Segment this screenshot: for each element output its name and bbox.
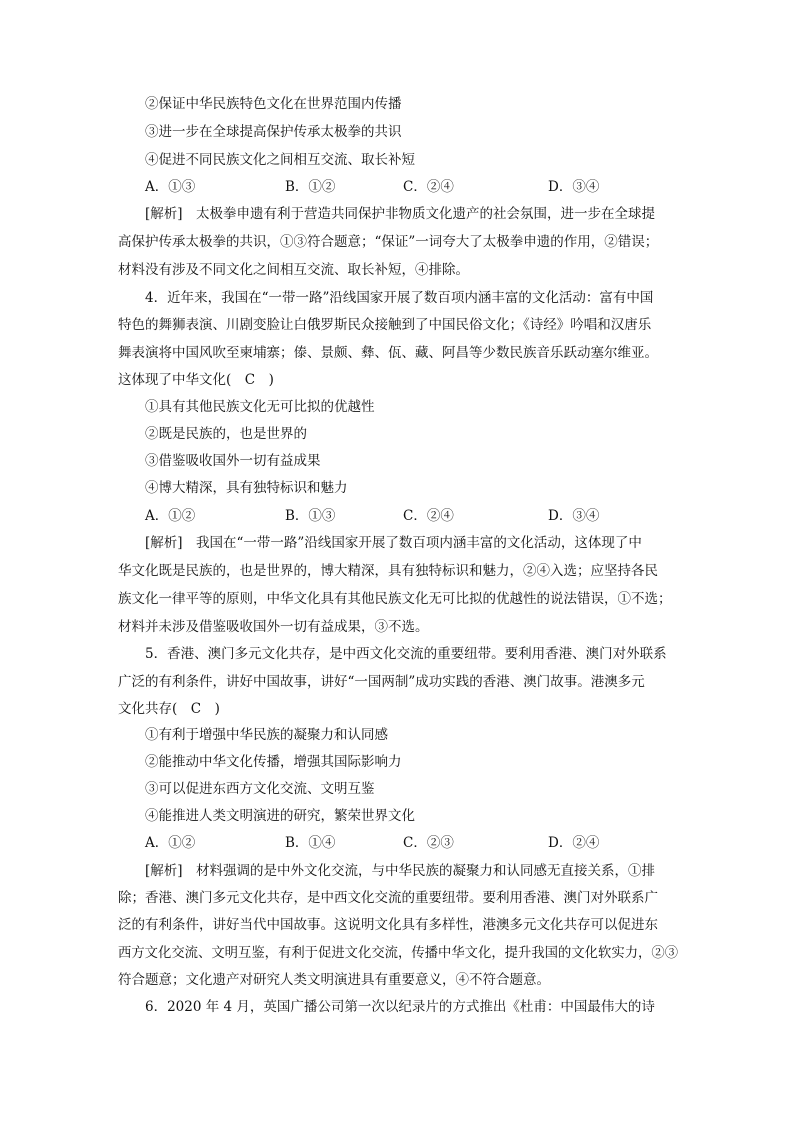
q6-stem-line: 6．2020 年 4 月，英国广播公司第一次以纪录片的方式推出《杜甫：中国最伟大的诗 [145, 999, 655, 1015]
q4-item-1: ①具有其他民族文化无可比拟的优越性 [145, 399, 375, 415]
q5-option-b: B．①④ [285, 835, 336, 851]
q4-stem-line: 舞表演将中国风吹至柬埔寨；傣、景颇、彝、佤、藏、阿昌等少数民族音乐跃动塞尔维亚。 [118, 345, 658, 361]
q5-analysis-line: 符合题意；文化遗产对研究人类文明演进具有重要意义，④不符合题意。 [118, 972, 550, 988]
q5-item-1: ①有利于增强中华民族的凝聚力和认同感 [145, 727, 388, 743]
q3-option-d: D．③④ [548, 179, 600, 195]
q4-stem-line: 特色的舞狮表演、川剧变脸让白俄罗斯民众接触到了中国民俗文化；《诗经》吟唱和汉唐乐 [118, 317, 652, 333]
q4-analysis-line: 族文化一律平等的原则，中华文化具有其他民族文化无可比拟的优越性的说法错误，①不选； [118, 591, 672, 607]
q5-analysis-line: 西方文化交流、文明互鉴，有利于促进文化交流，传播中华文化，提升我国的文化软实力，②③ [118, 945, 679, 961]
q4-item-3: ③借鉴吸收国外一切有益成果 [145, 453, 321, 469]
q5-option-a: A．①② [145, 835, 196, 851]
q5-item-4: ④能推进人类文明演进的研究，繁荣世界文化 [145, 808, 415, 824]
q4-analysis-line: 材料并未涉及借鉴吸收国外一切有益成果，③不选。 [118, 619, 429, 635]
q3-option-b: B．①② [285, 179, 336, 195]
q5-stem-line: 广泛的有利条件，讲好中国故事，讲好“一国两制”成功实践的香港、澳门故事。港澳多元 [118, 674, 645, 690]
q5-stem-line: 5．香港、澳门多元文化共存，是中西文化交流的重要纽带。要利用香港、澳门对外联系 [145, 646, 667, 662]
q3-analysis-line: 高保护传承太极拳的共识，①③符合题意；“保证”一词夸大了太极拳申遗的作用，②错误； [118, 234, 659, 250]
q4-option-d: D．③④ [548, 508, 600, 524]
q5-stem-line: 文化共存( C ) [118, 701, 220, 717]
q4-item-4: ④博大精深，具有独特标识和魅力 [145, 480, 348, 496]
q3-item-4: ④促进不同民族文化之间相互交流、取长补短 [145, 152, 415, 168]
q4-stem-line: 4．近年来，我国在“一带一路”沿线国家开展了数百项内涵丰富的文化活动：富有中国 [145, 290, 654, 306]
q4-option-b: B．①③ [285, 508, 336, 524]
q5-item-3: ③可以促进东西方文化交流、文明互鉴 [145, 781, 375, 797]
q5-analysis-line: 除；香港、澳门多元文化共存，是中西文化交流的重要纽带。要利用香港、澳门对外联系广 [118, 890, 658, 906]
q4-item-2: ②既是民族的，也是世界的 [145, 426, 307, 442]
q4-option-a: A．①② [145, 508, 196, 524]
q5-option-c: C．②③ [403, 835, 454, 851]
q3-item-2: ②保证中华民族特色文化在世界范围内传播 [145, 96, 402, 112]
q3-analysis-line: 材料没有涉及不同文化之间相互交流、取长补短，④排除。 [118, 262, 469, 278]
q4-option-c: C．②④ [403, 508, 454, 524]
q3-analysis-line: [解析] 太极拳申遗有利于营造共同保护非物质文化遗产的社会氛围，进一步在全球提 [145, 206, 656, 222]
q3-item-3: ③进一步在全球提高保护传承太极拳的共识 [145, 124, 402, 140]
q4-stem-line: 这体现了中华文化( C ) [118, 372, 274, 388]
q5-analysis-line: [解析] 材料强调的是中外文化交流，与中华民族的凝聚力和认同感无直接关系，①排 [145, 863, 656, 879]
q3-option-c: C．②④ [403, 179, 454, 195]
q5-analysis-line: 泛的有利条件，讲好当代中国故事。这说明文化具有多样性，港澳多元文化共存可以促进东 [118, 917, 658, 933]
q5-option-d: D．②④ [548, 835, 600, 851]
q3-option-a: A．①③ [145, 179, 196, 195]
q4-analysis-line: 华文化既是民族的，也是世界的，博大精深，具有独特标识和魅力，②④入选；应坚持各民 [118, 563, 658, 579]
q5-item-2: ②能推动中华文化传播，增强其国际影响力 [145, 754, 402, 770]
q4-analysis-line: [解析] 我国在“一带一路”沿线国家开展了数百项内涵丰富的文化活动，这体现了中 [145, 535, 642, 551]
